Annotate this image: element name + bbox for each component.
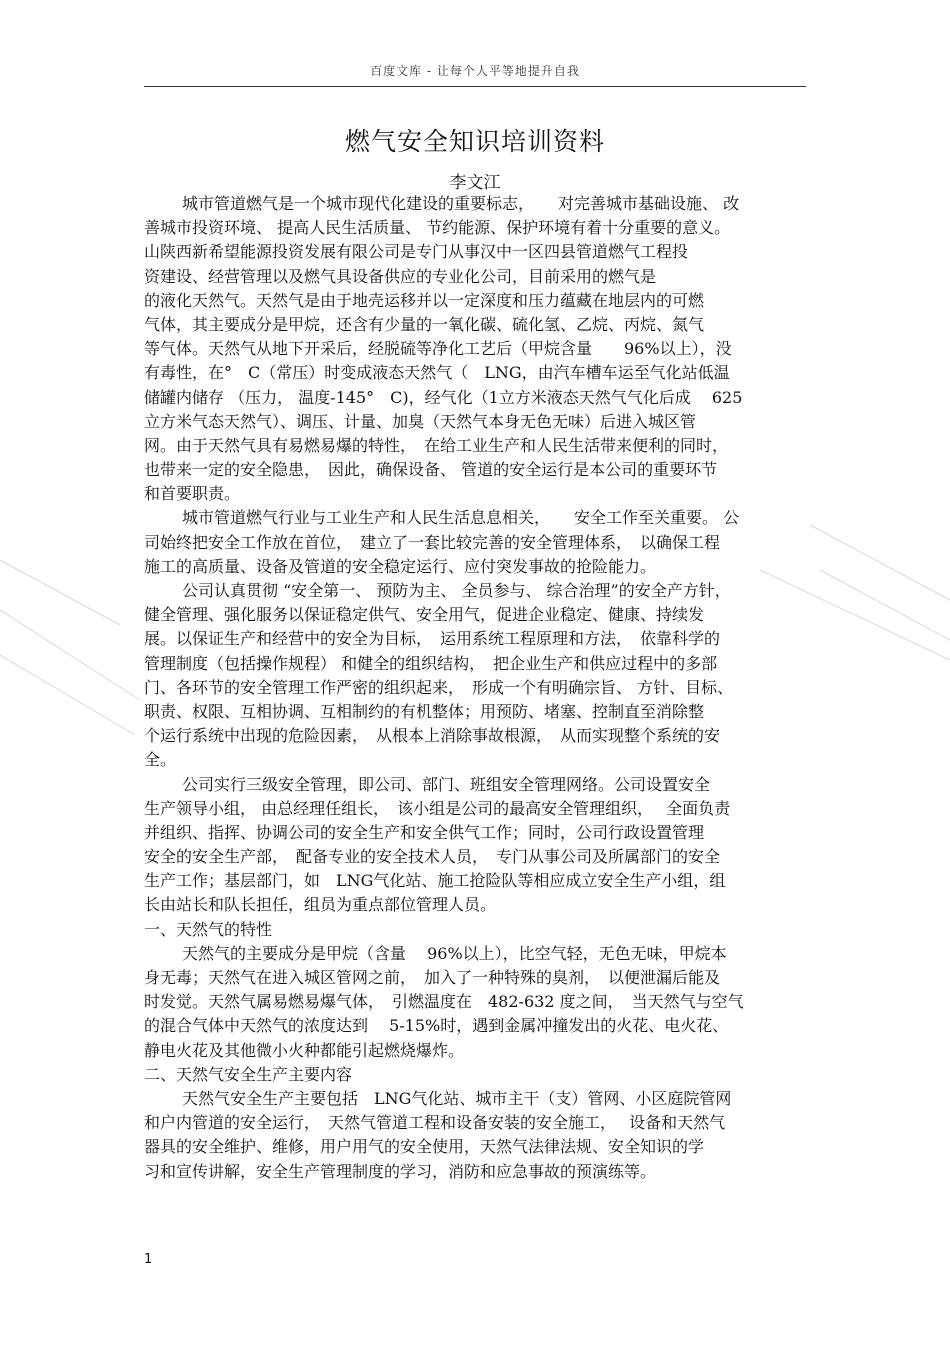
text-line: 职责、权限、互相协调、互相制约的有机整体；用预防、堵塞、控制直至消除整	[144, 701, 705, 721]
text-line: 个运行系统中出现的危险因素， 从根本上消除事故根源， 从而实现整个系统的安	[144, 726, 721, 746]
text-line: 并组织、指挥、协调公司的安全生产和安全供气工作；同时，公司行政设置管理	[144, 822, 705, 842]
text-line: 公司认真贯彻 “安全第一、 预防为主、 全员参与、 综合治理”的安全产方针，	[182, 581, 731, 600]
text-line: 施工的高质量、设备及管道的安全稳定运行、应付突发事故的抢险能力。	[144, 556, 657, 576]
text-line: 山陕西新希望能源投资发展有限公司是专门从事汉中一区四县管道燃气工程投	[144, 242, 689, 262]
text-line: 也带来一定的安全隐患， 因此，确保设备、 管道的安全运行是本公司的重要环节	[144, 460, 718, 480]
text-line: 天然气安全生产主要包括 LNG气化站、城市主干（支）管网、小区庭院管网	[182, 1088, 732, 1108]
text-line: 和户内管道的安全运行， 天然气管道工程和设备安装的安全施工， 设备和天然气	[144, 1113, 726, 1133]
text-line: 的混合气体中天然气的浓度达到 5-15%时，遇到金属冲撞发出的火花、电火花、	[144, 1016, 729, 1036]
text-line: 公司实行三级安全管理，即公司、部门、班组安全管理网络。公司设置安全	[182, 774, 711, 794]
document-body	[144, 192, 808, 1184]
text-line: 储罐内储存 （压力， 温度-145° C)，经气化（1立方米液态天然气气化后成 625	[144, 387, 743, 407]
text-line: 展。以保证生产和经营中的安全为目标， 运用系统工程原理和方法， 依靠科学的	[144, 629, 721, 649]
document-title: 燃气安全知识培训资料	[344, 127, 605, 156]
text-line: 静电火花及其他微小火种都能引起燃烧爆炸。	[144, 1040, 465, 1060]
text-line: 二、天然气安全生产主要内容	[144, 1064, 353, 1084]
text-line: 健全管理、强化服务以保证稳定供气、安全用气，促进企业稳定、健康、持续发	[144, 605, 705, 625]
text-line: 司始终把安全工作放在首位， 建立了一套比较完善的安全管理体系， 以确保工程	[144, 532, 721, 552]
page-header: 百度文库 - 让每个人平等地提升自我	[370, 64, 580, 78]
text-line: 善城市投资环境、 提高人民生活质量、 节约能源、保护环境有着十分重要的意义。	[144, 218, 731, 238]
text-line: 的液化天然气。天然气是由于地壳运移并以一定深度和压力蕴藏在地层内的可燃	[144, 290, 705, 310]
text-line: 器具的安全维护、维修，用户用气的安全使用，天然气法律法规、安全知识的学	[144, 1137, 705, 1157]
header-divider	[144, 86, 806, 87]
text-line: 城市管道燃气是一个城市现代化建设的重要标志， 对完善城市基础设施、 改	[182, 194, 740, 213]
text-line: 等气体。天然气从地下开采后，经脱硫等净化工艺后（甲烷含量 96%以上），没	[144, 339, 732, 359]
text-line: 全。	[144, 750, 177, 770]
text-line: 和首要职责。	[144, 484, 241, 504]
text-line: 管理制度（包括操作规程） 和健全的组织结构， 把企业生产和供应过程中的多部	[144, 653, 718, 673]
text-line: 城市管道燃气行业与工业生产和人民生活息息相关， 安全工作至关重要。 公	[182, 508, 740, 528]
text-line: 生产工作；基层部门，如 LNG气化站、施工抢险队等相应成立安全生产小组，组	[144, 871, 726, 891]
page-number: 1	[144, 1252, 153, 1267]
text-line: 网。由于天然气具有易燃易爆的特性， 在给工业生产和人民生活带来便利的同时，	[144, 435, 729, 455]
document-author: 李文江	[449, 173, 501, 193]
text-line: 一、天然气的特性	[144, 919, 273, 939]
text-line: 天然气的主要成分是甲烷（含量 96%以上），比空气轻，无色无味，甲烷本	[182, 943, 727, 963]
text-line: 习和宣传讲解，安全生产管理制度的学习，消防和应急事故的预演练等。	[144, 1161, 657, 1181]
text-line: 身无毒；天然气在进入城区管网之前， 加入了一种特殊的臭剂， 以便泄漏后能及	[144, 968, 721, 987]
text-line: 气体，其主要成分是甲烷，还含有少量的一氧化碳、硫化氢、乙烷、丙烷、氮气	[144, 314, 705, 334]
text-line: 安全的安全生产部， 配备专业的安全技术人员， 专门从事公司及所属部门的安全	[144, 847, 721, 867]
text-line: 有毒性，在° C（常压）时变成液态天然气（ LNG，由汽车槽车运至气化站低温	[144, 363, 730, 383]
text-line: 立方米气态天然气）、调压、计量、加臭（天然气本身无色无味）后进入城区管	[144, 411, 697, 431]
text-line: 资建设、经营管理以及燃气具设备供应的专业化公司，目前采用的燃气是	[144, 266, 657, 286]
text-line: 门、各环节的安全管理工作严密的组织起来， 形成一个有明确宗旨、 方针、目标、	[144, 677, 734, 697]
text-line: 长由站长和队长担任，组员为重点部位管理人员。	[144, 895, 497, 915]
text-line: 时发觉。天然气属易燃易爆气体， 引燃温度在 482-632 度之间， 当天然气与空气	[144, 992, 744, 1012]
text-line: 生产领导小组， 由总经理任组长， 该小组是公司的最高安全管理组织， 全面负责	[144, 798, 731, 818]
